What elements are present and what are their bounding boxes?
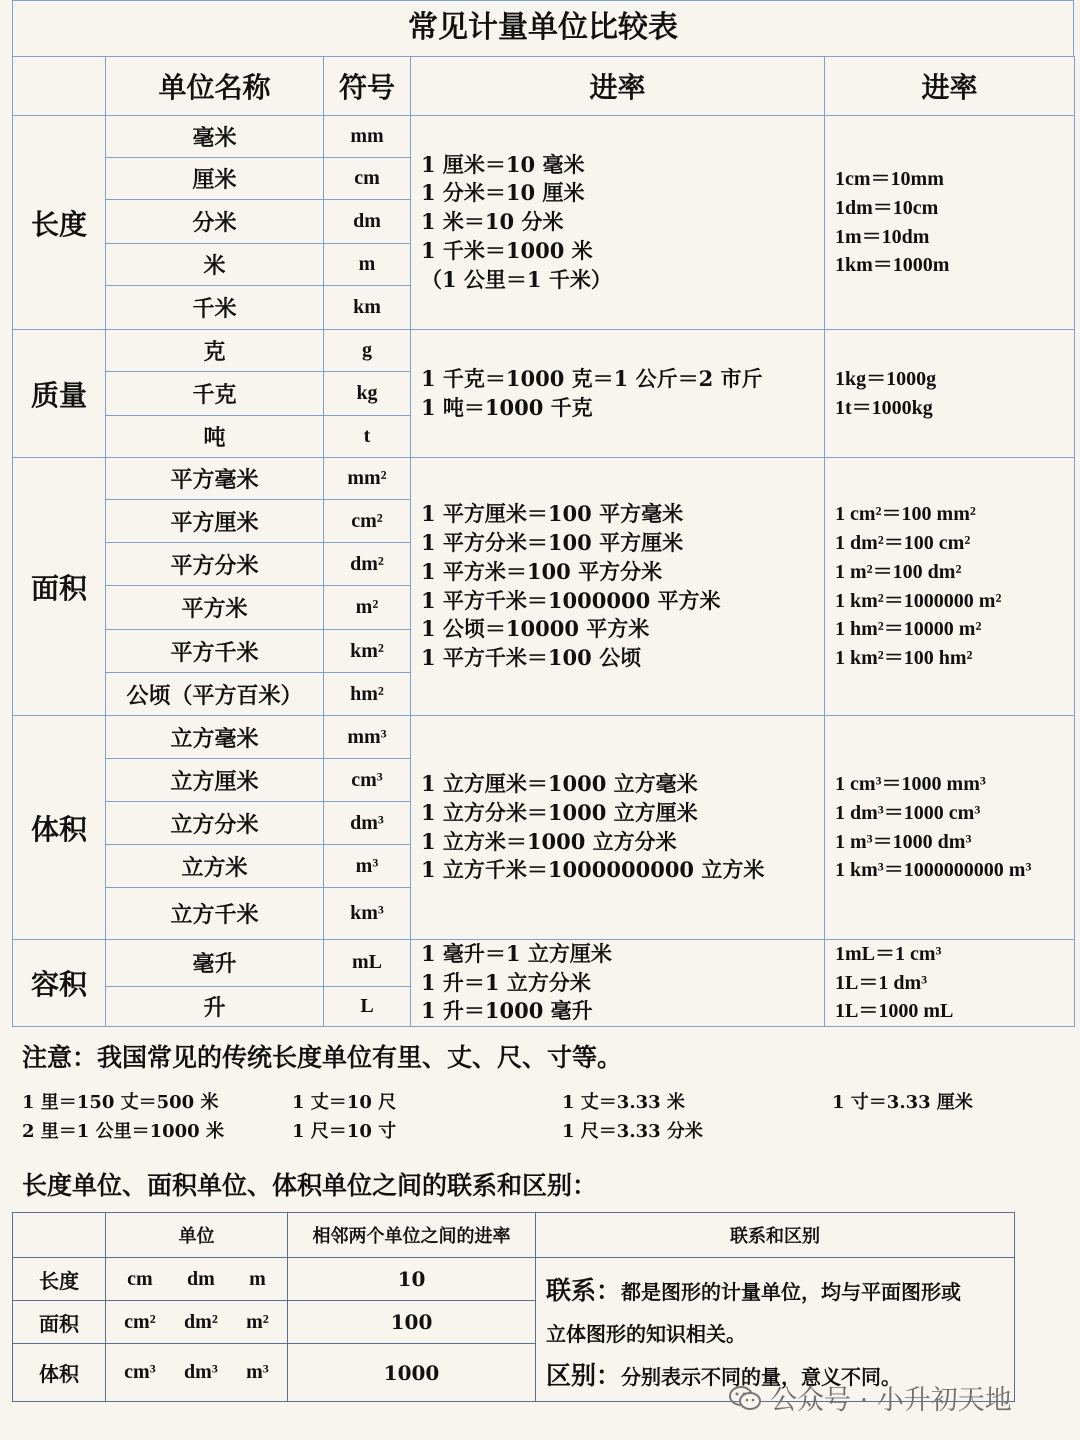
unit-symbol: m³ [246, 1361, 269, 1383]
conversion-line: 1 分米＝10 厘米 [421, 180, 585, 206]
conversion-line: 1 hm²＝10000 m² [835, 618, 982, 641]
unit-name-cell: 吨 [106, 416, 324, 458]
relation-row-name: 面积 [13, 1301, 106, 1344]
conversion-line: 1 升＝1 立方分米 [421, 969, 591, 995]
conversion-line: 1 吨＝1000 千克 [421, 394, 593, 420]
unit-name-cell: 立方毫米 [106, 716, 324, 759]
watermark [728, 1378, 1012, 1417]
conversion-line: 1 立方分米＝1000 立方厘米 [421, 799, 698, 825]
conversion-cn-cell [411, 330, 825, 458]
relation-row-units [106, 1301, 288, 1344]
conversion-line: 1kg＝1000g [835, 367, 937, 390]
link-label: 联系： [546, 1276, 622, 1305]
conversion-line: 1m＝10dm [835, 225, 930, 248]
conversion-line: 1 立方厘米＝1000 立方毫米 [421, 771, 698, 797]
conversion-line: 1 dm²＝100 cm² [835, 532, 971, 555]
unit-name-cell: 立方厘米 [106, 759, 324, 802]
note-item: 2 里＝1 公里＝1000 米 [22, 1121, 224, 1142]
link-text: 都是图形的计量单位，均与平面图形或 [621, 1280, 962, 1304]
table-header-row [13, 57, 1075, 116]
unit-name-cell: 立方分米 [106, 802, 324, 845]
unit-name-cell: 厘米 [106, 158, 324, 200]
conversion-line: 1 毫升＝1 立方厘米 [421, 941, 612, 966]
header-conversion-cn: 进率 [411, 57, 825, 116]
unit-name-cell: 毫米 [106, 116, 324, 158]
unit-symbol-cell: cm [324, 158, 411, 200]
conversion-line: 1 千克＝1000 克＝1 公斤＝2 市斤 [421, 365, 763, 391]
relation-header-unit: 单位 [106, 1213, 288, 1258]
relation-row-units [106, 1258, 288, 1301]
link-text-2: 立体图形的知识相关。 [546, 1322, 746, 1346]
unit-symbol-cell: t [324, 416, 411, 458]
conversion-cn-cell [411, 940, 825, 1027]
unit-name-cell: 毫升 [106, 940, 324, 987]
unit-symbol-cell: cm³ [324, 759, 411, 802]
category-cell: 体积 [13, 716, 106, 940]
conversion-line: 1t＝1000kg [835, 396, 933, 419]
unit-symbol-cell: km² [324, 630, 411, 673]
conversion-line: 1 立方米＝1000 立方分米 [421, 828, 677, 854]
category-cell: 长度 [13, 116, 106, 330]
table-row [13, 458, 1075, 500]
conversion-line: 1 公顷＝10000 平方米 [421, 616, 650, 642]
unit-name-cell: 升 [106, 986, 324, 1027]
category-cell: 面积 [13, 458, 106, 716]
units-table [12, 56, 1075, 1027]
unit-symbol: m [249, 1267, 266, 1290]
diff-label: 区别： [546, 1361, 622, 1390]
conversion-line: 1dm＝10cm [835, 196, 939, 219]
table-row [13, 116, 1075, 158]
unit-symbol-cell: km [324, 286, 411, 330]
conversion-cn-cell [411, 458, 825, 716]
category-cell: 容积 [13, 940, 106, 1027]
relation-header-relation: 联系和区别 [536, 1213, 1015, 1258]
relation-row-name: 长度 [13, 1258, 106, 1301]
unit-symbol-cell: m² [324, 586, 411, 630]
unit-symbol-cell: g [324, 330, 411, 372]
unit-symbol-cell: km³ [324, 888, 411, 940]
conversion-line: 1cm＝10mm [835, 168, 944, 191]
unit-symbol-cell: m³ [324, 845, 411, 888]
conversion-line: 1 cm²＝100 mm² [835, 503, 976, 526]
unit-name-cell: 立方千米 [106, 888, 324, 940]
relation-table [12, 1212, 1015, 1402]
unit-symbol-cell: kg [324, 372, 411, 416]
conversion-line: 1 cm³＝1000 mm³ [835, 773, 986, 796]
conversion-line: 1 米＝10 分米 [421, 209, 564, 235]
unit-symbol-cell: mm³ [324, 716, 411, 759]
unit-name-cell: 立方米 [106, 845, 324, 888]
relation-row-units [106, 1344, 288, 1402]
conversion-line: 1 dm³＝1000 cm³ [835, 801, 981, 824]
unit-symbol: dm [187, 1267, 215, 1290]
table-row [13, 1258, 1015, 1301]
unit-symbol-cell: hm² [324, 673, 411, 716]
conversion-line: 1 平方千米＝100 公顷 [421, 644, 642, 670]
conversion-line: （1 公里＝1 千米） [421, 266, 612, 292]
conversion-line: 1L＝1000 mL [835, 1000, 954, 1023]
unit-name-cell: 分米 [106, 200, 324, 244]
conversion-cn-cell [411, 116, 825, 330]
note-item: 1 尺＝3.33 分米 [562, 1121, 703, 1142]
unit-name-cell: 公顷（平方百米） [106, 673, 324, 716]
wechat-icon [728, 1384, 762, 1412]
watermark-text: 公众号 · 小升初天地 [770, 1385, 1012, 1416]
unit-name-cell: 平方毫米 [106, 458, 324, 500]
unit-symbol: cm [127, 1267, 153, 1290]
conversion-line: 1 厘米＝10 毫米 [421, 151, 585, 177]
conversion-line: 1L＝1 dm³ [835, 971, 928, 994]
relation-title: 长度单位、面积单位、体积单位之间的联系和区别： [22, 1171, 598, 1200]
unit-symbol-cell: m [324, 244, 411, 286]
conversion-line: 1 平方千米＝1000000 平方米 [421, 587, 721, 613]
conversion-cn-cell [411, 716, 825, 940]
note-item: 1 丈＝3.33 米 [562, 1092, 685, 1113]
conversion-symbol-cell [825, 116, 1075, 330]
conversion-symbol-cell [825, 458, 1075, 716]
unit-name-cell: 平方米 [106, 586, 324, 630]
conversion-line: 1 m²＝100 dm² [835, 560, 962, 583]
table-row [13, 330, 1075, 372]
conversion-line: 1 平方米＝100 平方分米 [421, 558, 663, 584]
unit-symbol-cell: dm [324, 200, 411, 244]
unit-symbol: dm³ [184, 1361, 218, 1383]
unit-symbol-cell: dm² [324, 543, 411, 586]
note-title: 注意：我国常见的传统长度单位有里、丈、尺、寸等。 [22, 1043, 623, 1072]
conversion-line: 1 立方千米＝1000000000 立方米 [421, 857, 765, 883]
note-item: 1 尺＝10 寸 [292, 1121, 397, 1142]
relation-row-rate: 1000 [288, 1344, 536, 1402]
relation-row-rate: 100 [288, 1301, 536, 1344]
relation-header-blank [13, 1213, 106, 1258]
unit-symbol-cell: L [324, 986, 411, 1027]
conversion-line: 1 km³＝1000000000 m³ [835, 859, 1032, 882]
conversion-symbol-cell [825, 940, 1075, 1027]
conversion-line: 1km＝1000m [835, 254, 950, 277]
unit-symbol-cell: mL [324, 940, 411, 987]
header-symbol: 符号 [324, 57, 411, 116]
table-row [13, 940, 1075, 987]
note-item: 1 丈＝10 尺 [292, 1092, 397, 1113]
unit-symbol-cell: dm³ [324, 802, 411, 845]
relation-header-rate: 相邻两个单位之间的进率 [288, 1213, 536, 1258]
unit-name-cell: 平方厘米 [106, 500, 324, 543]
unit-name-cell: 克 [106, 330, 324, 372]
relation-row-name: 体积 [13, 1344, 106, 1402]
relation-header-row [13, 1213, 1015, 1258]
conversion-line: 1 km²＝1000000 m² [835, 589, 1002, 612]
conversion-line: 1 m³＝1000 dm³ [835, 830, 972, 853]
conversion-line: 1mL＝1 cm³ [835, 943, 942, 965]
header-conversion-symbol: 进率 [825, 57, 1075, 116]
unit-symbol-cell: mm² [324, 458, 411, 500]
unit-name-cell: 千克 [106, 372, 324, 416]
conversion-line: 1 升＝1000 毫升 [421, 998, 593, 1024]
relation-row-rate: 10 [288, 1258, 536, 1301]
unit-symbol: cm³ [124, 1361, 156, 1383]
conversion-line: 1 km²＝100 hm² [835, 646, 973, 669]
conversion-line: 1 平方厘米＝100 平方毫米 [421, 501, 684, 527]
header-blank [13, 57, 106, 116]
unit-name-cell: 千米 [106, 286, 324, 330]
unit-name-cell: 平方分米 [106, 543, 324, 586]
note-item: 1 寸＝3.33 厘米 [832, 1092, 973, 1113]
unit-symbol-cell: mm [324, 116, 411, 158]
category-cell: 质量 [13, 330, 106, 458]
unit-name-cell: 平方千米 [106, 630, 324, 673]
unit-symbol: m² [246, 1310, 269, 1333]
table-row [13, 716, 1075, 759]
conversion-line: 1 平方分米＝100 平方厘米 [421, 530, 684, 556]
unit-symbol: cm² [124, 1310, 156, 1333]
unit-name-cell: 米 [106, 244, 324, 286]
conversion-symbol-cell [825, 330, 1075, 458]
header-unit-name: 单位名称 [106, 57, 324, 116]
page-title: 常见计量单位比较表 [12, 0, 1074, 56]
diff-text: 分别表示不同的量，意义不同。 [621, 1365, 902, 1389]
unit-symbol: dm² [184, 1310, 218, 1333]
conversion-line: 1 千米＝1000 米 [421, 237, 593, 263]
unit-symbol-cell: cm² [324, 500, 411, 543]
conversion-symbol-cell [825, 716, 1075, 940]
note-item: 1 里＝150 丈＝500 米 [22, 1092, 219, 1113]
